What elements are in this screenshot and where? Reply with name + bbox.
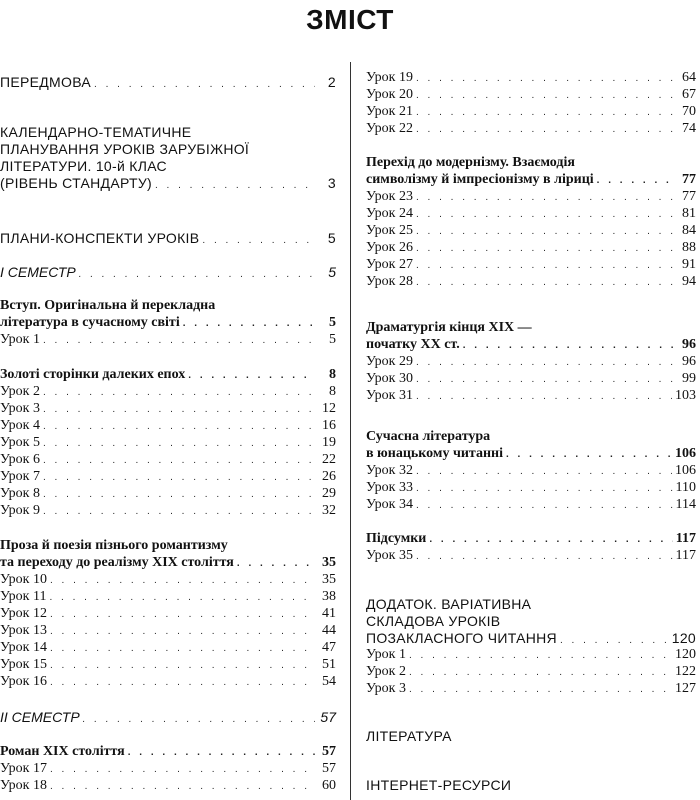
toc-entry-page: 99 (682, 371, 696, 386)
toc-entry-page: 8 (329, 384, 336, 399)
toc-entry-title: Урок 22 (366, 121, 413, 136)
toc-leader-dots (416, 71, 675, 87)
toc-entry (366, 480, 696, 497)
toc-entry-title: Урок 14 (0, 640, 47, 655)
toc-entry-title: Урок 26 (366, 240, 413, 255)
toc-leader-dots (237, 556, 315, 572)
toc-entry-title: Урок 31 (366, 388, 413, 403)
toc-entry-title: Урок 23 (366, 189, 413, 204)
toc-entry-page: 57 (322, 744, 336, 759)
toc-entry-page: 54 (322, 674, 336, 689)
toc-leader-dots (188, 368, 315, 384)
toc-entry-page: 110 (675, 480, 696, 495)
toc-entry (0, 367, 336, 384)
toc-entry-title: Урок 2 (366, 664, 406, 679)
page-title: ЗМІСТ (306, 4, 394, 35)
toc-entry-title: СКЛАДОВА УРОКІВ (366, 613, 501, 629)
toc-entry-page: 70 (682, 104, 696, 119)
toc-entry-title: Урок 15 (0, 657, 47, 672)
toc-leader-dots (416, 207, 675, 223)
toc-entry (0, 778, 336, 795)
toc-entry-title: Перехід до модернізму. Взаємодія (366, 155, 575, 170)
toc-entry (0, 709, 336, 728)
toc-entry-page: 96 (682, 337, 696, 352)
toc-entry (366, 172, 696, 189)
toc-leader-dots (49, 590, 315, 606)
toc-entry-title: ЛІТЕРАТУРИ. 10-й КЛАС (0, 158, 167, 174)
toc-leader-dots (416, 190, 675, 206)
toc-entry-page: 19 (322, 435, 336, 450)
toc-entry-title: (РІВЕНЬ СТАНДАРТУ) (0, 175, 152, 191)
toc-entry-page: 38 (322, 589, 336, 604)
toc-leader-dots (79, 267, 315, 283)
toc-entry-title: I СЕМЕСТР (0, 264, 76, 280)
toc-entry (366, 320, 696, 336)
toc-entry-title: Урок 13 (0, 623, 47, 638)
toc-entry-page: 74 (682, 121, 696, 136)
toc-leader-dots (416, 224, 675, 240)
toc-entry-page: 57 (320, 709, 336, 725)
toc-entry (0, 418, 336, 435)
toc-leader-dots (43, 419, 315, 435)
toc-entry-title: Урок 27 (366, 257, 413, 272)
toc-entry (366, 189, 696, 206)
toc-leader-dots (416, 275, 675, 291)
toc-entry (0, 175, 336, 194)
toc-entry-title: Драматургія кінця XIX — (366, 320, 532, 335)
toc-entry-title: Урок 21 (366, 104, 413, 119)
toc-entry-page: 120 (671, 630, 696, 646)
toc-leader-dots (416, 389, 672, 405)
toc-entry (0, 589, 336, 606)
toc-entry-title: література в сучасному світі (0, 315, 180, 330)
toc-entry-title: КАЛЕНДАРНО-ТЕМАТИЧНЕ (0, 124, 192, 140)
toc-entry (366, 647, 696, 664)
toc-entry (0, 452, 336, 469)
toc-entry-title: та переходу до реалізму XIX століття (0, 555, 234, 570)
toc-entry (366, 104, 696, 121)
toc-leader-dots (416, 372, 675, 388)
toc-entry-title: Урок 6 (0, 452, 40, 467)
toc-entry-page: 5 (327, 230, 336, 246)
toc-leader-dots (50, 779, 315, 795)
toc-entry-title: Урок 24 (366, 206, 413, 221)
toc-leader-dots (43, 487, 315, 503)
toc-entry-title: Урок 11 (0, 589, 47, 604)
toc-entry-title: Урок 9 (0, 503, 40, 518)
toc-entry-page: 88 (682, 240, 696, 255)
toc-entry-title: II СЕМЕСТР (0, 709, 80, 725)
toc-entry-page: 60 (322, 778, 336, 793)
toc-entry-page: 117 (675, 531, 696, 546)
toc-entry (0, 486, 336, 503)
toc-entry-title: Проза й поезія пізнього романтизму (0, 538, 228, 553)
column-divider (350, 62, 351, 800)
toc-entry-page: 91 (682, 257, 696, 272)
toc-entry-title: Урок 29 (366, 354, 413, 369)
toc-leader-dots (43, 402, 315, 418)
toc-entry-title: Урок 17 (0, 761, 47, 776)
toc-entry (0, 640, 336, 657)
toc-entry-title: Вступ. Оригінальна й перекладна (0, 298, 216, 313)
toc-entry-page: 3 (327, 175, 336, 191)
toc-entry (366, 155, 696, 171)
toc-entry-title: початку XX ст. (366, 337, 460, 352)
toc-entry-title: Урок 30 (366, 371, 413, 386)
toc-leader-dots (50, 675, 315, 691)
toc-entry (366, 446, 696, 463)
toc-entry-title: Роман XIX століття (0, 744, 125, 759)
toc-entry-title: ДОДАТОК. ВАРІАТИВНА (366, 596, 532, 612)
toc-entry (366, 87, 696, 104)
toc-entry (366, 728, 696, 744)
toc-leader-dots (43, 453, 315, 469)
toc-entry (366, 223, 696, 240)
toc-entry-page: 35 (322, 572, 336, 587)
toc-leader-dots (416, 481, 673, 497)
toc-entry (0, 74, 336, 93)
toc-entry (366, 613, 696, 629)
toc-entry-title: Урок 8 (0, 486, 40, 501)
toc-entry (0, 298, 336, 314)
toc-leader-dots (43, 470, 315, 486)
toc-entry-page: 22 (322, 452, 336, 467)
toc-entry-title: Урок 10 (0, 572, 47, 587)
toc-entry-title: Сучасна література (366, 429, 491, 444)
toc-entry-title: ПЕРЕДМОВА (0, 74, 92, 90)
toc-entry (0, 264, 336, 283)
toc-entry-page: 94 (682, 274, 696, 289)
toc-entry-title: Урок 18 (0, 778, 47, 793)
toc-entry-page: 106 (675, 446, 696, 461)
toc-leader-dots (409, 665, 672, 681)
toc-entry-page: 5 (328, 264, 336, 280)
toc-entry-page: 117 (675, 548, 696, 563)
toc-leader-dots (416, 105, 675, 121)
toc-entry-title: Урок 35 (366, 548, 413, 563)
toc-entry (0, 555, 336, 572)
toc-entry-title: ПОЗАКЛАСНОГО ЧИТАННЯ (366, 630, 557, 646)
toc-entry-page: 8 (329, 367, 336, 382)
toc-entry-title: символізму й імпресіонізму в ліриці (366, 172, 594, 187)
toc-entry-page: 12 (322, 401, 336, 416)
toc-entry (0, 158, 336, 174)
toc-entry (366, 206, 696, 223)
toc-entry (366, 463, 696, 480)
toc-entry-title: Урок 33 (366, 480, 413, 495)
toc-entry (366, 777, 696, 793)
toc-entry-title: Урок 2 (0, 384, 40, 399)
toc-leader-dots (50, 607, 315, 623)
toc-entry (0, 744, 336, 761)
toc-entry (366, 257, 696, 274)
toc-entry-page: 77 (682, 172, 696, 187)
toc-entry-page: 122 (675, 664, 696, 679)
toc-entry (366, 70, 696, 87)
toc-entry-title: Урок 16 (0, 674, 47, 689)
toc-entry (0, 141, 336, 157)
toc-leader-dots (416, 241, 675, 257)
toc-leader-dots (43, 385, 315, 401)
toc-entry-page: 32 (322, 503, 336, 518)
toc-entry-title: Урок 5 (0, 435, 40, 450)
toc-entry-page: 26 (322, 469, 336, 484)
toc-entry-page: 47 (322, 640, 336, 655)
toc-entry-title: в юнацькому читанні (366, 446, 503, 461)
toc-entry (0, 623, 336, 640)
toc-entry-title: ПЛАНУВАННЯ УРОКІВ ЗАРУБІЖНОЇ (0, 141, 250, 157)
toc-entry (0, 572, 336, 589)
toc-leader-dots (463, 338, 675, 354)
toc-entry (0, 538, 336, 554)
toc-entry-page: 103 (675, 388, 696, 403)
toc-leader-dots (416, 355, 675, 371)
toc-entry-page: 127 (675, 681, 696, 696)
toc-leader-dots (83, 712, 315, 728)
toc-entry (0, 674, 336, 691)
toc-entry-title: Урок 20 (366, 87, 413, 102)
toc-leader-dots (43, 436, 315, 452)
toc-entry-page: 44 (322, 623, 336, 638)
toc-entry-title: Урок 12 (0, 606, 47, 621)
toc-entry (0, 384, 336, 401)
toc-entry-title: Урок 1 (0, 332, 40, 347)
toc-entry (0, 435, 336, 452)
toc-entry-title: Урок 19 (366, 70, 413, 85)
toc-entry-page: 120 (675, 647, 696, 662)
toc-entry (366, 337, 696, 354)
toc-leader-dots (416, 258, 675, 274)
toc-leader-dots (202, 233, 315, 249)
toc-leader-dots (50, 762, 315, 778)
toc-entry-page: 51 (322, 657, 336, 672)
toc-entry-title: Урок 4 (0, 418, 40, 433)
toc-leader-dots (43, 504, 315, 520)
toc-leader-dots (506, 447, 672, 463)
toc-entry-page: 41 (322, 606, 336, 621)
toc-entry-page: 57 (322, 761, 336, 776)
toc-entry (0, 315, 336, 332)
toc-entry-page: 16 (322, 418, 336, 433)
toc-entry (0, 332, 336, 349)
toc-entry-title: Урок 25 (366, 223, 413, 238)
toc-entry-title: Урок 34 (366, 497, 413, 512)
toc-leader-dots (183, 316, 315, 332)
toc-leader-dots (416, 498, 673, 514)
toc-leader-dots (50, 641, 315, 657)
toc-entry-page: 81 (682, 206, 696, 221)
toc-entry-page: 106 (675, 463, 696, 478)
toc-entry-page: 5 (329, 315, 336, 330)
toc-entry-title: Урок 3 (366, 681, 406, 696)
toc-entry (366, 354, 696, 371)
toc-entry (366, 497, 696, 514)
toc-entry (366, 121, 696, 138)
toc-leader-dots (416, 88, 675, 104)
toc-entry-title: Урок 1 (366, 647, 406, 662)
toc-entry (0, 761, 336, 778)
toc-leader-dots (94, 77, 315, 93)
toc-leader-dots (597, 173, 675, 189)
toc-entry (0, 606, 336, 623)
toc-leader-dots (50, 573, 315, 589)
toc-leader-dots (128, 745, 315, 761)
toc-entry (366, 531, 696, 548)
toc-entry-title: Підсумки (366, 531, 427, 546)
toc-entry (366, 681, 696, 698)
toc-entry-title: ІНТЕРНЕТ-РЕСУРСИ (366, 777, 512, 793)
toc-entry-title: Урок 32 (366, 463, 413, 478)
toc-leader-dots (43, 333, 315, 349)
toc-entry-page: 67 (682, 87, 696, 102)
toc-entry (366, 548, 696, 565)
toc-leader-dots (50, 658, 315, 674)
toc-leader-dots (409, 682, 672, 698)
toc-entry-page: 5 (329, 332, 336, 347)
toc-entry (0, 124, 336, 140)
toc-entry-page: 77 (682, 189, 696, 204)
toc-entry (0, 503, 336, 520)
toc-entry (0, 401, 336, 418)
toc-entry-title: Урок 3 (0, 401, 40, 416)
toc-entry-title: ПЛАНИ-КОНСПЕКТИ УРОКІВ (0, 230, 200, 246)
toc-leader-dots (429, 532, 672, 548)
toc-entry-page: 35 (322, 555, 336, 570)
toc-entry-title: ЛІТЕРАТУРА (366, 728, 452, 744)
toc-entry-page: 64 (682, 70, 696, 85)
toc-leader-dots (50, 624, 315, 640)
toc-entry-page: 96 (682, 354, 696, 369)
toc-leader-dots (409, 648, 672, 664)
toc-entry-page: 29 (322, 486, 336, 501)
toc-entry (366, 240, 696, 257)
toc-entry (0, 469, 336, 486)
toc-entry (366, 388, 696, 405)
toc-entry-title: Урок 7 (0, 469, 40, 484)
toc-entry (0, 230, 336, 249)
toc-entry (0, 657, 336, 674)
toc-entry-page: 2 (327, 74, 336, 90)
toc-entry (366, 596, 696, 612)
toc-entry (366, 371, 696, 388)
toc-leader-dots (416, 122, 675, 138)
toc-entry (366, 664, 696, 681)
toc-entry (366, 429, 696, 445)
toc-entry-page: 84 (682, 223, 696, 238)
toc-leader-dots (416, 549, 673, 565)
toc-leader-dots (416, 464, 672, 480)
toc-entry-title: Урок 28 (366, 274, 413, 289)
toc-leader-dots (155, 178, 315, 194)
toc-entry-title: Золоті сторінки далеких епох (0, 367, 186, 382)
toc-entry (366, 274, 696, 291)
toc-entry-page: 114 (675, 497, 696, 512)
